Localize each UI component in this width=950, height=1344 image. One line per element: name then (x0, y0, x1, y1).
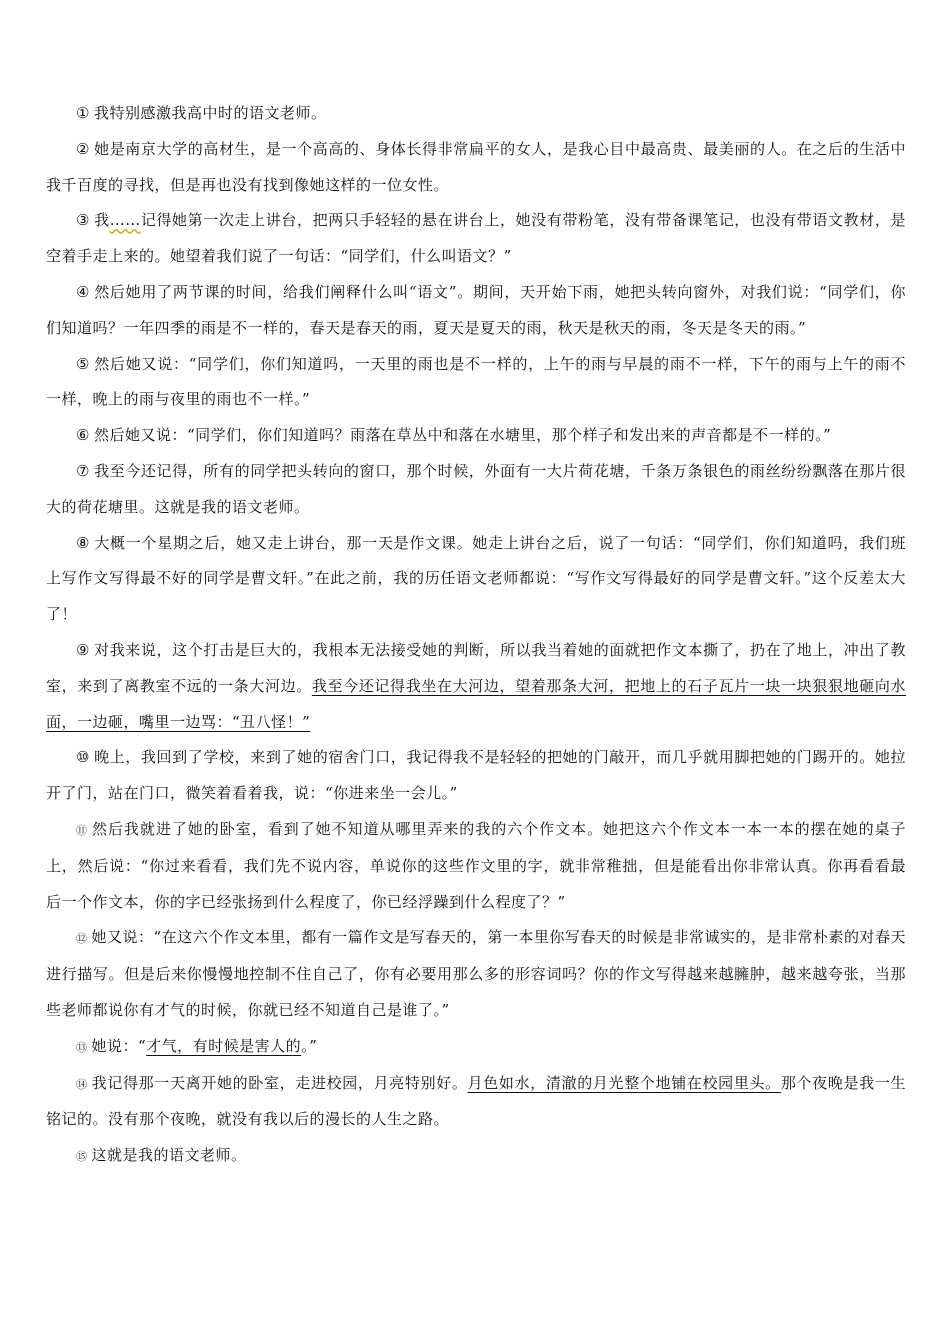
paragraph-text: 她是南京大学的高材生，是一个高高的、身体长得非常扁平的女人，是我心目中最高贵、最美丽的人。在之后的生活中我千百度的寻找，但是再也没有找到像她这样的一位女性。 (46, 139, 906, 194)
paragraph-number: ② (76, 139, 91, 158)
paragraph-14 (46, 1066, 906, 1139)
paragraph-2 (46, 132, 906, 204)
paragraph-text: 我记得那一天离开她的卧室，走进校园，月亮特别好。 (91, 1073, 468, 1092)
paragraph-number: ⑬ (76, 1040, 88, 1054)
paragraph-text: 晚上，我回到了学校，来到了她的宿舍门口，我记得我不是轻轻的把她的门敲开，而几乎就用脚把她的门踢开的。她拉开了门，站在门口，微笑着看着我，说：“你进来坐一会儿。” (46, 748, 906, 803)
paragraph-number: ⑩ (76, 748, 91, 767)
paragraph-text: 我 (94, 211, 110, 230)
paragraph-text: 然后她又说：“同学们，你们知道吗？雨落在草丛中和落在水塘里，那个样子和发出来的声音都是不一样的。” (93, 426, 832, 445)
paragraph-number: ③ (76, 211, 91, 230)
paragraph-text: 那个夜晚是我一生铭记的。没有那个夜晚，就没有我以后的漫长的人生之路。 (46, 1073, 906, 1129)
paragraph-number: ⑤ (76, 354, 91, 373)
paragraph-text: 她说：“ (91, 1036, 147, 1055)
paragraph-text: 然后她又说：“同学们，你们知道吗，一天里的雨也是不一样的，上午的雨与早晨的雨不一样，下午的雨与上午的雨不一样，晚上的雨与夜里的雨也不一样。” (46, 354, 906, 409)
paragraph-number: ① (76, 104, 90, 122)
underlined-phrase: 才气，有时候是害人的 (146, 1036, 302, 1055)
paragraph-number: ⑧ (76, 533, 91, 552)
paragraph-number: ⑭ (76, 1077, 88, 1091)
paragraph-3 (46, 203, 906, 275)
paragraph-number: ⑫ (76, 932, 88, 946)
paragraph-number: ⑪ (76, 823, 88, 837)
paragraph-15 (46, 1138, 906, 1175)
paragraph-text: 我特别感激我高中时的语文老师。 (93, 104, 327, 122)
paragraph-12 (46, 920, 906, 1028)
paragraph-6 (46, 418, 906, 454)
underlined-sentence: 月色如水，清澈的月光整个地铺在校园里头。 (467, 1073, 781, 1092)
paragraph-7 (46, 454, 906, 526)
paragraph-1 (46, 96, 906, 132)
article-body (46, 96, 906, 1175)
ellipsis-highlight: …… (109, 211, 141, 230)
paragraph-13 (46, 1029, 906, 1066)
paragraph-8 (46, 526, 906, 633)
paragraph-9 (46, 633, 906, 740)
paragraph-text: 记得她第一次走上讲台，把两只手轻轻的悬在讲台上，她没有带粉笔，没有带备课笔记，也没有带语文教材，是空着手走上来的。她望着我们说了一句话：“同学们，什么叫语文？” (46, 211, 906, 266)
paragraph-text: 然后我就进了她的卧室，看到了她不知道从哪里弄来的我的六个作文本。她把这六个作文本一本一本的摆在她的桌子上，然后说：“你过来看看，我们先不说内容，单说你的这些作文里的字，就非常稚拙，但是能看出你非常认真。你再看看最后一个作文本，你的字已经张扬到什么程度了，你已经浮躁到什么程度了？” (46, 819, 907, 911)
paragraph-11 (46, 812, 906, 920)
paragraph-10 (46, 740, 906, 812)
paragraph-number: ⑮ (76, 1150, 88, 1164)
paragraph-text: 对我来说，这个打击是巨大的，我根本无法接受她的判断，所以我当着她的面就把作文本撕了，扔在了地上，冲出了教室，来到了离教室不远的一条大河边。 (46, 640, 906, 695)
paragraph-text: 。” (301, 1036, 318, 1055)
paragraph-number: ⑨ (76, 640, 91, 659)
paragraph-text: 大概一个星期之后，她又走上讲台，那一天是作文课。她走上讲台之后，说了一句话：“同学们，你们知道吗，我们班上写作文写得最不好的同学是曹文轩。”在此之前，我的历任语文老师都说：“写作文写得最好的同学是曹文轩。”这个反差太大了！ (46, 533, 906, 624)
paragraph-4 (46, 275, 906, 347)
paragraph-number: ④ (76, 282, 91, 301)
paragraph-text: 她又说：“在这六个作文本里，都有一篇作文是写春天的，第一本里你写春天的时候是非常诚实的，是非常朴素的对春天进行描写。但是后来你慢慢地控制不住自己了，你有必要用那么多的形容词吗？你的作文写得越来越臃肿，越来越夸张，当那些老师都说你有才气的时候，你就已经不知道自己是谁了。” (46, 928, 906, 1019)
paragraph-5 (46, 347, 906, 419)
paragraph-number: ⑥ (76, 426, 90, 445)
paragraph-text: 然后她用了两节课的时间，给我们阐释什么叫“语文”。期间，天开始下雨，她把头转向窗外，对我们说：“同学们，你们知道吗？一年四季的雨是不一样的，春天是春天的雨，夏天是夏天的雨，秋天是秋天的雨，冬天是冬天的雨。” (46, 282, 906, 337)
underlined-sentence: 我至今还记得我坐在大河边，望着那条大河，把地上的石子瓦片一块一块狠狠地砸向水面，一边砸，嘴里一边骂：“丑八怪！” (46, 676, 906, 731)
paragraph-text: 我至今还记得，所有的同学把头转向的窗口，那个时候，外面有一大片荷花塘，千条万条银色的雨丝纷纷飘落在那片很大的荷花塘里。这就是我的语文老师。 (46, 461, 906, 516)
paragraph-text: 这就是我的语文老师。 (91, 1146, 247, 1165)
paragraph-number: ⑦ (76, 461, 91, 480)
